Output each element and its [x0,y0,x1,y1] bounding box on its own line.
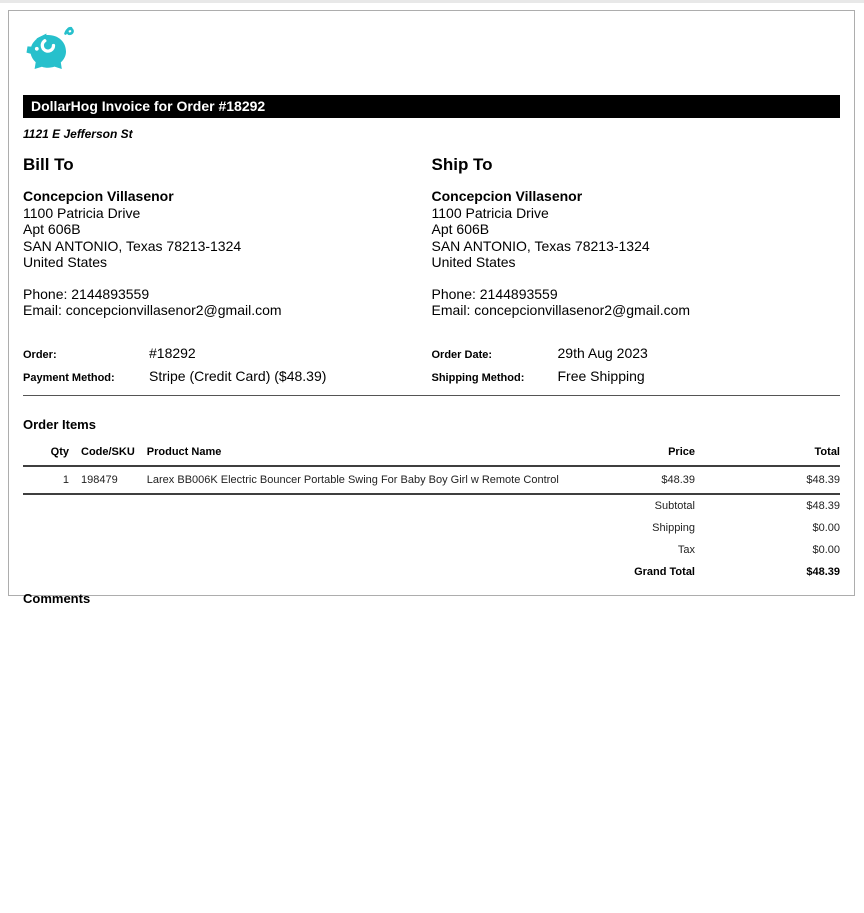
order-date-label: Order Date: [431,348,493,361]
order-meta-left [23,345,432,391]
invoice-card [8,10,855,606]
subtotal-label: Subtotal [654,499,695,512]
bill-to-contact [23,286,432,319]
payment-method-value: Stripe (Credit Card) ($48.39) [149,367,327,384]
total-column-header: Total [695,441,840,466]
order-number-row [23,345,432,362]
ship-to-address-line: United States [431,254,516,270]
invoice-title-bar [23,95,840,118]
item-qty: 1 [23,466,69,494]
shipping-method-value: Free Shipping [557,367,645,384]
order-items-heading: Order Items [23,416,96,432]
piggy-bank-icon [23,24,75,74]
order-items-table [23,441,840,583]
grand-total-value: $48.39 [806,565,840,578]
shipping-method-row [432,368,841,385]
price-column-header: Price [585,441,695,466]
tax-label: Tax [677,543,695,556]
ship-to-phone: Phone: 2144893559 [431,285,558,302]
ship-to-address-line: Apt 606B [431,221,490,237]
ship-to-email: Email: concepcionvillasenor2@gmail.com [431,302,691,318]
bill-to-address-line: 1100 Patricia Drive [23,204,141,221]
item-sku: 198479 [69,466,135,494]
comments-heading: Comments [23,590,91,606]
bill-to-section [23,155,432,319]
ship-to-heading: Ship To [431,155,493,174]
shipping-row [23,517,840,539]
ship-to-name: Concepcion Villasenor [431,188,583,204]
ship-to-contact [432,286,841,319]
shipping-value: $0.00 [812,521,840,534]
invoice-title: DollarHog Invoice for Order #18292 [31,98,266,114]
shipping-label: Shipping [652,521,695,534]
order-meta-section [23,345,840,391]
section-divider [23,395,840,396]
table-header-row [23,441,840,466]
dollarhog-logo [23,24,840,72]
bill-to-address-line: SAN ANTONIO, Texas 78213-1324 [23,237,242,254]
product-column-header: Product Name [135,441,585,466]
bill-to-name: Concepcion Villasenor [23,188,174,204]
shipping-method-label: Shipping Method: [431,371,525,384]
tax-row [23,539,840,561]
bill-to-heading: Bill To [23,155,74,174]
grand-total-label: Grand Total [634,565,695,578]
bill-to-phone: Phone: 2144893559 [23,285,150,302]
bill-to-address-line: Apt 606B [23,221,81,237]
payment-method-row [23,368,432,385]
sku-column-header: Code/SKU [69,441,135,466]
item-product-name: Larex BB006K Electric Bouncer Portable Swing For Baby Boy Girl w Remote Control [135,466,585,494]
subtotal-value: $48.39 [806,499,840,512]
subtotal-row [23,494,840,517]
order-meta-right [432,345,841,391]
top-strip [0,0,864,3]
ship-to-address-line: 1100 Patricia Drive [431,204,549,221]
addresses-section [23,155,840,319]
item-total: $48.39 [695,466,840,494]
ship-to-section [432,155,841,319]
order-number-value: #18292 [149,344,196,361]
qty-column-header: Qty [23,441,69,466]
table-row [23,466,840,494]
item-price: $48.39 [585,466,695,494]
order-date-row [432,345,841,362]
tax-value: $0.00 [812,543,840,556]
ship-to-address-line: SAN ANTONIO, Texas 78213-1324 [431,237,650,254]
order-date-value: 29th Aug 2023 [557,344,648,361]
grand-total-row [23,561,840,583]
bill-to-email: Email: concepcionvillasenor2@gmail.com [23,302,282,318]
store-address: 1121 E Jefferson St [23,127,133,141]
bill-to-address-line: United States [23,254,108,270]
order-number-label: Order: [23,348,57,361]
payment-method-label: Payment Method: [23,371,115,384]
